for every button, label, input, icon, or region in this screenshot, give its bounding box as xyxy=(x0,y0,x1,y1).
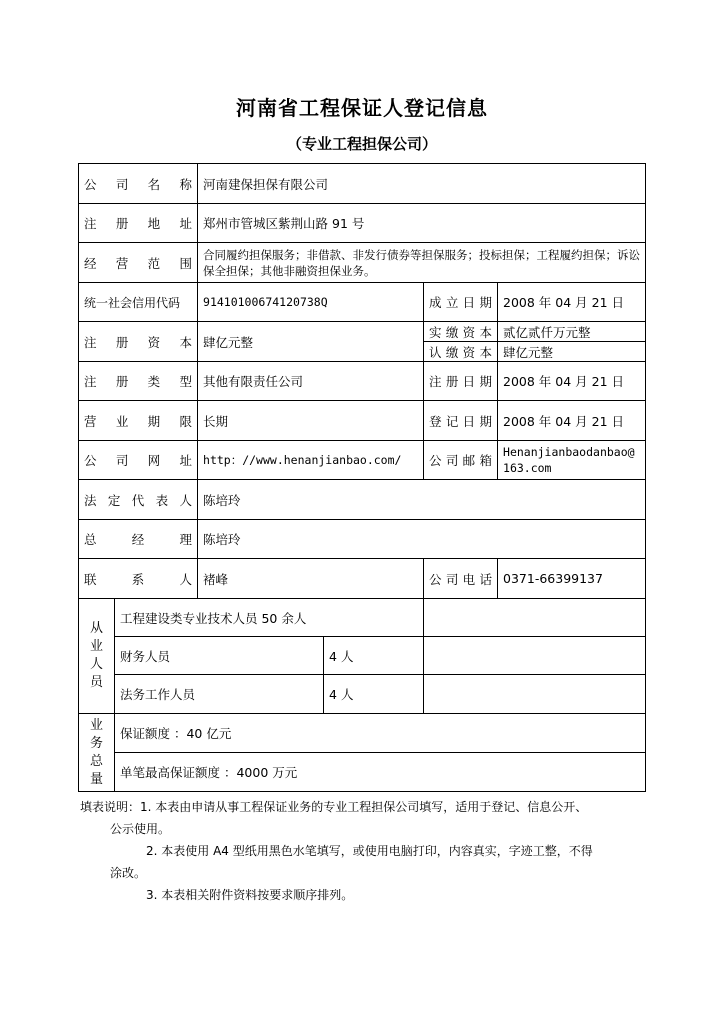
staff-row-3 xyxy=(79,675,646,714)
row-website xyxy=(79,441,646,480)
business-label-char: 量 xyxy=(89,771,103,787)
staff-label-char: 员 xyxy=(89,675,103,690)
staff-item-blank xyxy=(424,599,646,637)
row-capital-paid xyxy=(79,322,646,342)
registration-table xyxy=(78,163,646,792)
fill-instructions xyxy=(80,796,650,906)
gm-label: 总 经 理 xyxy=(79,520,198,559)
document-subtitle: （专业工程担保公司） xyxy=(286,135,437,153)
row-credit-code xyxy=(79,283,646,322)
business-item: 单笔最高保证额度 ：4000 万元 xyxy=(115,753,646,792)
record-date-label: 登 记 日 期 xyxy=(424,401,498,441)
note-line: 填表说明：1. 本表由申请从事工程保证业务的专业工程担保公司填写，适用于登记、信息公开、 xyxy=(80,800,588,814)
legal-rep-label: 法 定 代 表 人 xyxy=(79,480,198,520)
gm-value: 陈培玲 xyxy=(198,520,646,559)
subscribed-capital-value: 肆亿元整 xyxy=(498,342,646,362)
subscribed-capital-label: 认 缴 资 本 xyxy=(424,342,498,362)
paid-capital-value: 贰亿贰仟万元整 xyxy=(498,322,646,342)
staff-count: 4 人 xyxy=(324,637,424,675)
phone-value: 0371-66399137 xyxy=(498,559,646,599)
staff-item-blank xyxy=(424,675,646,714)
business-label-char: 总 xyxy=(89,753,103,769)
staff-label xyxy=(79,599,115,714)
address-value: 郑州市管城区紫荆山路 91 号 xyxy=(198,204,646,243)
reg-date-value: 2008 年 04 月 21 日 xyxy=(498,362,646,401)
term-value: 长期 xyxy=(198,401,424,441)
credit-code-label: 统一社会信用代码 xyxy=(79,283,198,322)
phone-label: 公 司 电 话 xyxy=(424,559,498,599)
staff-label-char: 业 xyxy=(89,639,103,654)
email-label: 公 司 邮 箱 xyxy=(424,441,498,480)
founding-date-value: 2008 年 04 月 21 日 xyxy=(498,283,646,322)
email-value: Henanjianbaodanbao@163.com xyxy=(498,441,646,480)
row-company-name xyxy=(79,164,646,204)
address-label: 注 册 地 址 xyxy=(79,204,198,243)
reg-type-label: 注 册 类 型 xyxy=(79,362,198,401)
staff-item-blank xyxy=(424,637,646,675)
website-label: 公 司 网 址 xyxy=(79,441,198,480)
founding-date-label: 成 立 日 期 xyxy=(424,283,498,322)
staff-label-char: 从 xyxy=(89,621,103,636)
reg-type-value: 其他有限责任公司 xyxy=(198,362,424,401)
business-label-char: 务 xyxy=(89,735,103,751)
staff-label-char: 人 xyxy=(89,657,103,672)
row-legal-rep xyxy=(79,480,646,520)
record-date-value: 2008 年 04 月 21 日 xyxy=(498,401,646,441)
legal-rep-value: 陈培玲 xyxy=(198,480,646,520)
business-label xyxy=(79,714,115,792)
staff-row-1 xyxy=(79,599,646,637)
business-row-1 xyxy=(79,714,646,753)
row-contact xyxy=(79,559,646,599)
note-line: 涂改。 xyxy=(110,866,147,880)
row-reg-type xyxy=(79,362,646,401)
paid-capital-label: 实 缴 资 本 xyxy=(424,322,498,342)
staff-item: 法务工作人员 xyxy=(115,675,324,714)
staff-item: 财务人员 xyxy=(115,637,324,675)
row-address xyxy=(79,204,646,243)
business-item: 保证额度 ：40 亿元 xyxy=(115,714,646,753)
document-title: 河南省工程保证人登记信息 xyxy=(236,96,488,120)
staff-row-2 xyxy=(79,637,646,675)
company-name-label: 公 司 名 称 xyxy=(79,164,198,204)
contact-label: 联 系 人 xyxy=(79,559,198,599)
term-label: 营 业 期 限 xyxy=(79,401,198,441)
row-general-manager xyxy=(79,520,646,559)
note-line: 3. 本表相关附件资料按要求顺序排列。 xyxy=(146,888,354,902)
staff-item: 工程建设类专业技术人员 50 余人 xyxy=(115,599,424,637)
row-term xyxy=(79,401,646,441)
note-line: 2. 本表使用 A4 型纸用黑色水笔填写，或使用电脑打印，内容真实，字迹工整，不得 xyxy=(146,844,593,858)
capital-value: 肆亿元整 xyxy=(198,322,424,362)
contact-value: 褚峰 xyxy=(198,559,424,599)
scope-label: 经 营 范 围 xyxy=(79,243,198,283)
reg-date-label: 注 册 日 期 xyxy=(424,362,498,401)
company-name-value: 河南建保担保有限公司 xyxy=(198,164,646,204)
website-value: http：//www.henanjianbao.com/ xyxy=(198,441,424,480)
business-label-char: 业 xyxy=(89,717,103,733)
staff-count: 4 人 xyxy=(324,675,424,714)
scope-value: 合同履约担保服务；非借款、非发行债券等担保服务；投标担保；工程履约担保；诉讼保全担保；其他非融资担保业务。 xyxy=(198,243,646,283)
credit-code-value: 91410100674120738Q xyxy=(198,283,424,322)
row-scope xyxy=(79,243,646,283)
note-line: 公示使用。 xyxy=(110,822,171,836)
business-row-2 xyxy=(79,753,646,792)
capital-label: 注 册 资 本 xyxy=(79,322,198,362)
